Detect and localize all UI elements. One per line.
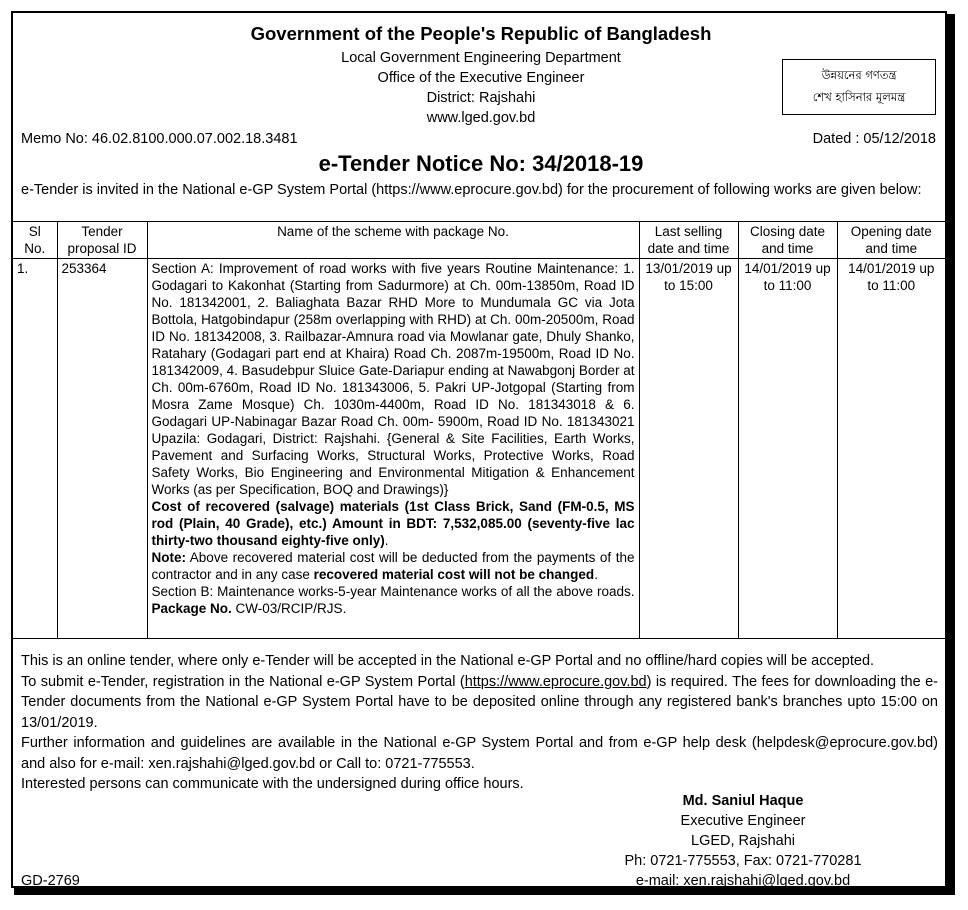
signatory-phone: Ph: 0721-775553, Fax: 0721-770281 — [624, 853, 862, 869]
tender-notice-page — [11, 11, 947, 888]
gd-number: GD-2769 — [21, 873, 80, 889]
signatory-name: Md. Saniul Haque — [682, 793, 804, 809]
signature-block — [573, 791, 913, 891]
section-b-text: Section B: Maintenance works-5-year Maintenance works of all the above roads. — [151, 584, 635, 599]
package-value: CW-03/RCIP/RJS. — [231, 601, 347, 616]
table-header-row — [13, 222, 945, 259]
footer-p2-start: To submit e-Tender, registration in the National e-GP System Portal ( — [21, 673, 465, 690]
package-label: Package No. — [151, 601, 232, 616]
signatory-designation: Executive Engineer — [680, 813, 806, 829]
notice-date: Dated : 05/12/2018 — [812, 131, 936, 147]
table-row — [13, 259, 945, 639]
tender-table — [13, 221, 945, 639]
cell-opening: 14/01/2019 up to 11:00 — [837, 259, 945, 639]
note-end: . — [594, 567, 598, 582]
note-bold-text: recovered material cost will not be changed — [313, 567, 595, 582]
signatory-email: e-mail: xen.rajshahi@lged.gov.bd — [635, 873, 851, 889]
header-sl: Sl No. — [13, 222, 57, 259]
intro-text: e-Tender is invited in the National e-GP System Portal (https://www.eprocure.gov.bd) for the procurement of following works are given below: — [21, 182, 922, 198]
notice-title: e-Tender Notice No: 34/2018-19 — [318, 151, 644, 176]
header-scheme: Name of the scheme with package No. — [147, 222, 639, 259]
footer-p2-end: ) is required. The fees for downloading the e-Tender documents from the National e-GP System Portal have to be deposited online through any registered bank's branches upto 15:00 on 13/01/2019. — [21, 673, 938, 731]
cell-last-selling: 13/01/2019 up to 15:00 — [639, 259, 738, 639]
memo-number: Memo No: 46.02.8100.000.07.002.18.3481 — [21, 131, 298, 147]
slogan-line-1: উন্নয়নের গণতন্ত্র — [821, 68, 897, 82]
section-a-text: Section A: Improvement of road works with five years Routine Maintenance: 1. Godagari to Kakonhat (Starting from Sadurmore) at Ch. 00m-13850m, Road ID No. 181342001, 2. Baliaghata Bazar RHD More to Mundumala GC via Jota Bottola, Hatgobindapur (258m overlapping with RHD) at Ch. 00m-20500m, Road ID No. 181342008, 3. Railbazar-Amnura road via Mowlanar gate, Dhuly Shanko, Ratahary (Godagari part end at Khaira) Road Ch. 2087m-19500m, Road ID No. 181342009, 4. Basudebpur Sluice Gate-Dariapur ending at Nawabgonj Border at Ch. 00m-6760m, Road ID No. 181343006, 5. Pakri UP-Jotgopal (Starting from Mosra Zame Mosque) Ch. 1030m-4400m, Road ID No. 181343018 & 6. Godagari UP-Nabinagar Bazar Road Ch. 00m- 5900m, Road ID No. 181343021 Upazila: Godagari, District: Rajshahi. {General & Site Facilities, Earth Works, Pavement and Surfacing Works, Structural Works, Protective Works, Road Safety Works, Bio Engineering and Environmental Mitigation & Enhancement Works (as per Specification, BOQ and Drawings)} — [151, 261, 635, 497]
cell-closing: 14/01/2019 up to 11:00 — [738, 259, 837, 639]
cell-tender-id: 253364 — [57, 259, 147, 639]
footer-paragraph-1: This is an online tender, where only e-Tender will be accepted in the National e-GP Portal and no offline/hard copies will be accepted. — [21, 653, 875, 669]
government-title: Government of the People's Republic of Bangladesh — [250, 23, 712, 44]
department-name: Local Government Engineering Department — [341, 50, 621, 66]
note-label: Note: — [151, 550, 186, 565]
page-shadow-right — [947, 14, 955, 894]
slogan-box — [782, 59, 936, 115]
district-name: District: Rajshahi — [426, 90, 536, 106]
footer-paragraph-4: Interested persons can communicate with the undersigned during office hours. — [21, 776, 524, 792]
note-text: Above recovered material cost will be deducted from the payments of the contractor and in any case — [151, 550, 635, 582]
signatory-office: LGED, Rajshahi — [691, 833, 795, 849]
office-name: Office of the Executive Engineer — [377, 70, 585, 86]
eprocure-link[interactable]: https://www.eprocure.gov.bd — [464, 673, 647, 690]
slogan-line-2: শেখ হাসিনার মূলমন্ত্র — [812, 90, 906, 104]
cost-text: Cost of recovered (salvage) materials (1st Class Brick, Sand (FM-0.5, MS rod (Plain, 40 Grade), etc.) Amount in BDT: 7,532,085.00 (seventy-five lac thirty-two thousand eighty-five only) — [151, 499, 635, 548]
footer-paragraph-3: Further information and guidelines are available in the National e-GP System Portal and from e-GP help desk (helpdesk@eprocure.gov.bd) and also for e-mail: xen.rajshahi@lged.gov.bd or Call to: 0721-775553. — [21, 735, 938, 772]
cell-scheme — [147, 259, 639, 639]
header-closing: Closing date and time — [738, 222, 837, 259]
header-last-selling: Last selling date and time — [639, 222, 738, 259]
cell-sl: 1. — [13, 259, 57, 639]
footer-paragraph-2 — [21, 672, 938, 734]
header-tender-id: Tender proposal ID — [57, 222, 147, 259]
website: www.lged.gov.bd — [426, 110, 536, 126]
cost-end: . — [384, 533, 389, 548]
header-opening: Opening date and time — [837, 222, 945, 259]
footer-text — [21, 651, 938, 795]
